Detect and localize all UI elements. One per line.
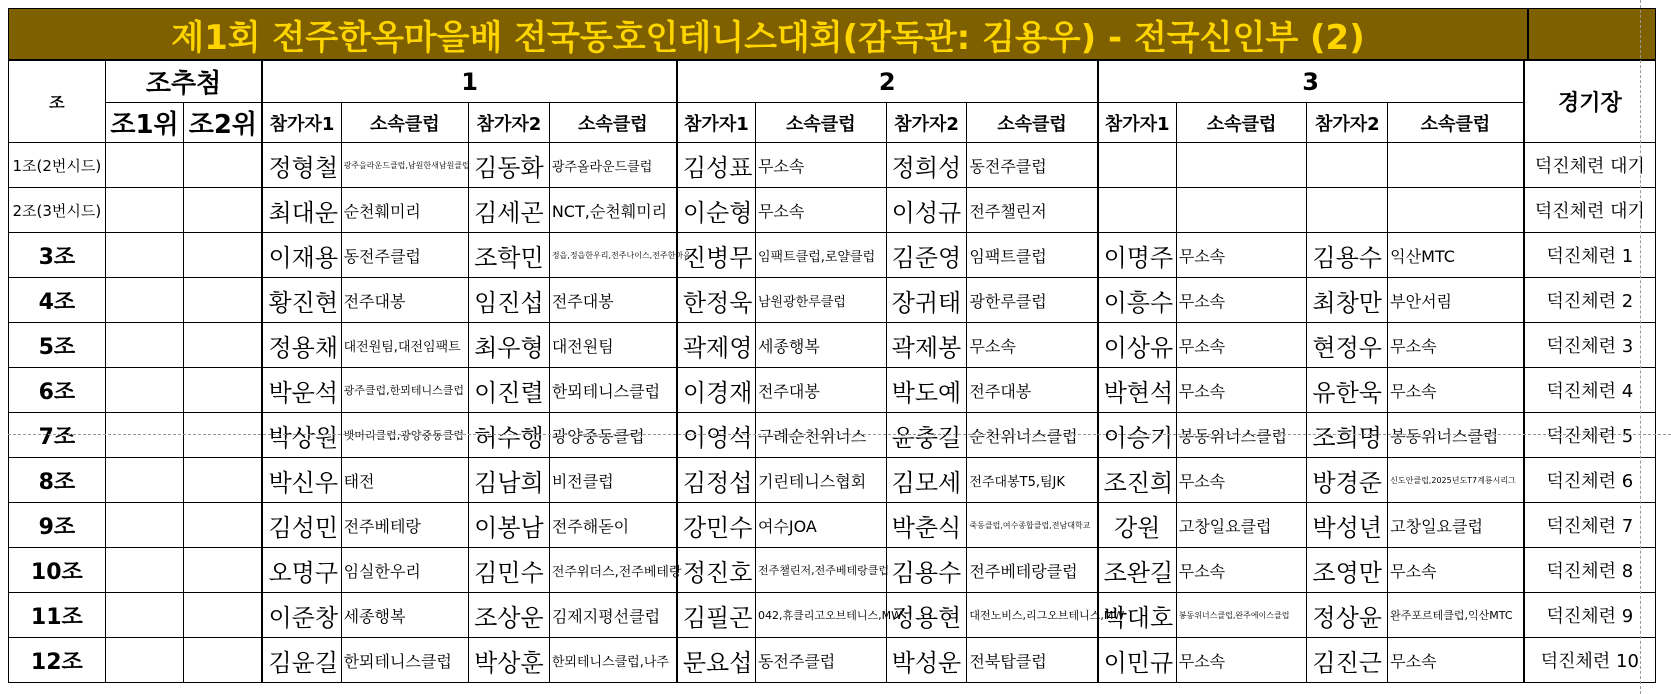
player1-club: 고창일요클럽 [1176, 503, 1307, 548]
header-draw: 조추첨 [105, 61, 262, 103]
header-player2: 참가자2 [886, 103, 967, 143]
header-club: 소속클럽 [967, 103, 1098, 143]
page-break-line [8, 434, 1671, 435]
player2-name: 김준영 [886, 233, 967, 278]
player2-club: 광양중동클럽 [549, 413, 677, 458]
header-group-1: 1 [262, 61, 676, 103]
table-row [9, 413, 1656, 458]
player2-club: 대전원팀 [549, 323, 677, 368]
second-place-cell [184, 233, 263, 278]
player1-club: 세종행복 [755, 323, 886, 368]
stadium-cell: 덕진체련 2 [1524, 278, 1656, 323]
table-row [9, 143, 1656, 188]
player1-name: 곽제영 [677, 323, 756, 368]
player2-name: 김남희 [469, 458, 550, 503]
first-place-cell [105, 548, 184, 593]
player1-name: 박상원 [262, 413, 341, 458]
player1-club: 무소속 [1176, 323, 1307, 368]
player2-name: 김동화 [469, 143, 550, 188]
group-label: 1조(2번시드) [9, 143, 106, 188]
first-place-cell [105, 188, 184, 233]
header-player2: 참가자2 [469, 103, 550, 143]
player2-club: 봉동위너스클럽 [1388, 413, 1524, 458]
first-place-cell [105, 323, 184, 368]
second-place-cell [184, 413, 263, 458]
header-club: 소속클럽 [755, 103, 886, 143]
player2-name [1307, 143, 1388, 188]
player1-club: 구례순천위너스 [755, 413, 886, 458]
player2-name: 조상운 [469, 593, 550, 638]
first-place-cell [105, 458, 184, 503]
player2-club: NCT,순천훼미리 [549, 188, 677, 233]
player2-name: 박성년 [1307, 503, 1388, 548]
player1-name: 정형철 [262, 143, 341, 188]
player2-club: 무소속 [1388, 368, 1524, 413]
player1-name: 박대호 [1098, 593, 1177, 638]
player2-name: 최창만 [1307, 278, 1388, 323]
table-row [9, 458, 1656, 503]
player1-club: 광주을라운드클럽,남원한새남원클럽 [341, 143, 469, 188]
player2-club [1388, 188, 1524, 233]
stadium-cell: 덕진체련 9 [1524, 593, 1656, 638]
player1-club: 대전원팀,대전임팩트 [341, 323, 469, 368]
player2-name: 박춘식 [886, 503, 967, 548]
player2-club: 동전주클럽 [967, 143, 1098, 188]
player2-club: 전주위더스,전주베테랑 [549, 548, 677, 593]
player2-name [1307, 188, 1388, 233]
player2-name: 이진렬 [469, 368, 550, 413]
player1-name: 이승기 [1098, 413, 1177, 458]
player2-name: 김용수 [1307, 233, 1388, 278]
player1-club: 뱃머리클럽,광양중동클럽 [341, 413, 469, 458]
player2-name: 이봉남 [469, 503, 550, 548]
player1-club: 광주클럽,한뫼테니스클럽 [341, 368, 469, 413]
stadium-cell: 덕진체련 10 [1524, 638, 1656, 683]
group-label: 12조 [9, 638, 106, 683]
group-label: 2조(3번시드) [9, 188, 106, 233]
header-club: 소속클럽 [1388, 103, 1524, 143]
player2-name: 박성운 [886, 638, 967, 683]
player1-name: 정용채 [262, 323, 341, 368]
table-body [9, 143, 1656, 683]
player2-name: 임진섭 [469, 278, 550, 323]
header-club: 소속클럽 [1176, 103, 1307, 143]
player2-club: 무소속 [1388, 638, 1524, 683]
group-label: 3조 [9, 233, 106, 278]
table-row [9, 188, 1656, 233]
player1-club [1176, 143, 1307, 188]
player1-club: 기린테니스협회 [755, 458, 886, 503]
stadium-cell: 덕진체련 7 [1524, 503, 1656, 548]
player2-club: 광주올라운드클럽 [549, 143, 677, 188]
player2-name: 이성규 [886, 188, 967, 233]
player1-name: 이순형 [677, 188, 756, 233]
player2-club: 전북탑클럽 [967, 638, 1098, 683]
player1-club: 임실한우리 [341, 548, 469, 593]
player2-club: 고창일요클럽 [1388, 503, 1524, 548]
player1-name: 이영석 [677, 413, 756, 458]
stadium-cell: 덕진체련 5 [1524, 413, 1656, 458]
player1-name: 오명구 [262, 548, 341, 593]
group-label: 9조 [9, 503, 106, 548]
player1-name: 황진현 [262, 278, 341, 323]
player2-name: 정희성 [886, 143, 967, 188]
player1-name: 정진호 [677, 548, 756, 593]
player2-name: 박상훈 [469, 638, 550, 683]
player1-club: 동전주클럽 [755, 638, 886, 683]
header-second-place: 조2위 [184, 103, 263, 143]
second-place-cell [184, 278, 263, 323]
stadium-cell: 덕진체련 4 [1524, 368, 1656, 413]
player1-name: 김성표 [677, 143, 756, 188]
stadium-cell: 덕진체련 8 [1524, 548, 1656, 593]
player1-club: 무소속 [1176, 278, 1307, 323]
player2-club: 전주챌린저 [967, 188, 1098, 233]
header-player1: 참가자1 [262, 103, 341, 143]
player1-club: 무소속 [1176, 548, 1307, 593]
second-place-cell [184, 638, 263, 683]
player2-club: 신도안클럽,2025년도T7계룡시리그 [1388, 458, 1524, 503]
player1-name: 이명주 [1098, 233, 1177, 278]
header-player1: 참가자1 [677, 103, 756, 143]
player1-name: 이준창 [262, 593, 341, 638]
player2-club: 한뫼테니스클럽,나주 [549, 638, 677, 683]
player1-name: 박운석 [262, 368, 341, 413]
second-place-cell [184, 368, 263, 413]
player1-club: 임팩트클럽,로얄클럽 [755, 233, 886, 278]
table-row [9, 368, 1656, 413]
player2-name: 허수행 [469, 413, 550, 458]
player2-name: 조영만 [1307, 548, 1388, 593]
player2-name: 정용현 [886, 593, 967, 638]
group-label: 4조 [9, 278, 106, 323]
player2-club: 전주대봉T5,팀JK [967, 458, 1098, 503]
player2-name: 김세곤 [469, 188, 550, 233]
player1-name: 강원 [1098, 503, 1177, 548]
player1-club: 전주베테랑 [341, 503, 469, 548]
player2-club: 비전클럽 [549, 458, 677, 503]
player1-club: 전주대봉 [755, 368, 886, 413]
stadium-cell: 덕진체련 1 [1524, 233, 1656, 278]
title-side-cell [1528, 8, 1656, 60]
player2-name: 현정우 [1307, 323, 1388, 368]
player2-club: 무소속 [1388, 323, 1524, 368]
player2-name: 김진근 [1307, 638, 1388, 683]
stadium-cell: 덕진체련 6 [1524, 458, 1656, 503]
second-place-cell [184, 143, 263, 188]
header-group-3: 3 [1098, 61, 1524, 103]
player2-club: 전주대봉 [967, 368, 1098, 413]
stadium-cell: 덕진체련 3 [1524, 323, 1656, 368]
header-group-2: 2 [677, 61, 1098, 103]
first-place-cell [105, 143, 184, 188]
player1-name [1098, 188, 1177, 233]
player2-name: 조학민 [469, 233, 550, 278]
stadium-cell: 덕진체련 대기 [1524, 188, 1656, 233]
player1-club: 봉동위너스클럽 [1176, 413, 1307, 458]
player2-club: 순천위너스클럽 [967, 413, 1098, 458]
player1-club: 세종행복 [341, 593, 469, 638]
player1-name: 조완길 [1098, 548, 1177, 593]
player1-club: 전주대봉 [341, 278, 469, 323]
player2-club: 전주해돋이 [549, 503, 677, 548]
player1-name: 김정섭 [677, 458, 756, 503]
first-place-cell [105, 278, 184, 323]
player2-name: 김민수 [469, 548, 550, 593]
player1-club: 남원광한루클럽 [755, 278, 886, 323]
player1-name: 이상유 [1098, 323, 1177, 368]
table-row [9, 593, 1656, 638]
table-row [9, 503, 1656, 548]
group-label: 8조 [9, 458, 106, 503]
group-label: 11조 [9, 593, 106, 638]
header-club: 소속클럽 [341, 103, 469, 143]
player1-name: 이흥수 [1098, 278, 1177, 323]
player1-name: 박신우 [262, 458, 341, 503]
player2-name: 김모세 [886, 458, 967, 503]
player2-club: 정읍,정읍한우리,전주나이스,전주한마음 [549, 233, 677, 278]
table-row [9, 278, 1656, 323]
first-place-cell [105, 638, 184, 683]
header-jo: 조 [9, 61, 106, 143]
first-place-cell [105, 593, 184, 638]
player1-name: 조진희 [1098, 458, 1177, 503]
player1-club: 무소속 [1176, 638, 1307, 683]
player2-club: 완주포르테클럽,익산MTC [1388, 593, 1524, 638]
player1-name: 최대운 [262, 188, 341, 233]
player2-club: 무소속 [967, 323, 1098, 368]
stadium-cell: 덕진체련 대기 [1524, 143, 1656, 188]
header-player1: 참가자1 [1098, 103, 1177, 143]
player2-name: 장귀태 [886, 278, 967, 323]
header-first-place: 조1위 [105, 103, 184, 143]
player1-club: 태전 [341, 458, 469, 503]
header-player2: 참가자2 [1307, 103, 1388, 143]
second-place-cell [184, 188, 263, 233]
player1-club: 무소속 [1176, 458, 1307, 503]
player1-name: 문요섭 [677, 638, 756, 683]
table-row [9, 323, 1656, 368]
player2-club: 익산MTC [1388, 233, 1524, 278]
player1-club [1176, 188, 1307, 233]
player2-club: 죽동클럽,여수종합클럽,전남대학교 [967, 503, 1098, 548]
player1-club: 봉동위너스클럽,완주에이스클럽 [1176, 593, 1307, 638]
group-label: 5조 [9, 323, 106, 368]
player1-club: 042,휴클리고오브테니스,MW [755, 593, 886, 638]
player1-club: 무소속 [755, 188, 886, 233]
player2-club: 김제지평선클럽 [549, 593, 677, 638]
player2-club [1388, 143, 1524, 188]
group-label: 7조 [9, 413, 106, 458]
first-place-cell [105, 503, 184, 548]
player1-name: 이경재 [677, 368, 756, 413]
player2-name: 방경준 [1307, 458, 1388, 503]
first-place-cell [105, 233, 184, 278]
first-place-cell [105, 368, 184, 413]
group-table [8, 60, 1656, 683]
player1-club: 전주챌린저,전주베테랑클럽 [755, 548, 886, 593]
player1-name: 진병무 [677, 233, 756, 278]
header-stadium: 경기장 [1524, 61, 1656, 143]
player1-club: 순천훼미리 [341, 188, 469, 233]
player1-name [1098, 143, 1177, 188]
player1-club: 동전주클럽 [341, 233, 469, 278]
table-row [9, 233, 1656, 278]
header-club: 소속클럽 [549, 103, 677, 143]
page-title: 제1회 전주한옥마을배 전국동호인테니스대회(감독관: 김용우) - 전국신인부 (2) [8, 8, 1528, 60]
player2-name: 박도예 [886, 368, 967, 413]
player1-club: 여수JOA [755, 503, 886, 548]
second-place-cell [184, 458, 263, 503]
first-place-cell [105, 413, 184, 458]
page-break-vertical [1640, 0, 1641, 694]
second-place-cell [184, 548, 263, 593]
player2-name: 유한욱 [1307, 368, 1388, 413]
second-place-cell [184, 323, 263, 368]
table-row [9, 548, 1656, 593]
player2-name: 윤충길 [886, 413, 967, 458]
second-place-cell [184, 503, 263, 548]
player2-name: 김용수 [886, 548, 967, 593]
player1-name: 박현석 [1098, 368, 1177, 413]
player1-name: 이재용 [262, 233, 341, 278]
player2-name: 곽제봉 [886, 323, 967, 368]
player1-name: 이민규 [1098, 638, 1177, 683]
second-place-cell [184, 593, 263, 638]
player1-name: 김필곤 [677, 593, 756, 638]
table-row [9, 638, 1656, 683]
player1-name: 한정욱 [677, 278, 756, 323]
player2-club: 대전노비스,리그오브테니스,MW [967, 593, 1098, 638]
player2-club: 한뫼테니스클럽 [549, 368, 677, 413]
player2-name: 정상윤 [1307, 593, 1388, 638]
player1-club: 한뫼테니스클럽 [341, 638, 469, 683]
player2-club: 전주베테랑클럽 [967, 548, 1098, 593]
player1-club: 무소속 [755, 143, 886, 188]
player2-name: 조희명 [1307, 413, 1388, 458]
player2-club: 전주대봉 [549, 278, 677, 323]
player1-club: 무소속 [1176, 233, 1307, 278]
player1-name: 김성민 [262, 503, 341, 548]
player2-club: 임팩트클럽 [967, 233, 1098, 278]
group-label: 6조 [9, 368, 106, 413]
player2-name: 최우형 [469, 323, 550, 368]
table-header [9, 61, 1656, 143]
player1-name: 김윤길 [262, 638, 341, 683]
player1-name: 강민수 [677, 503, 756, 548]
group-label: 10조 [9, 548, 106, 593]
player2-club: 무소속 [1388, 548, 1524, 593]
player1-club: 무소속 [1176, 368, 1307, 413]
player2-club: 광한루클럽 [967, 278, 1098, 323]
player2-club: 부안서림 [1388, 278, 1524, 323]
